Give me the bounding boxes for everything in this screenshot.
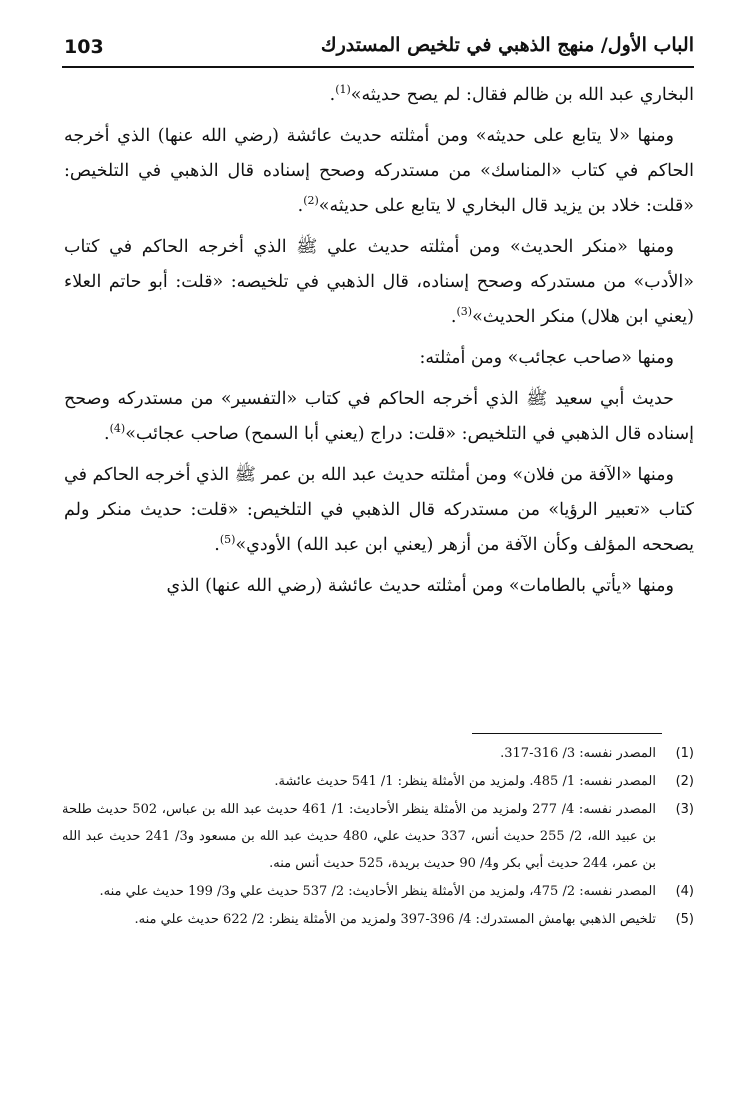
paragraph [64, 458, 694, 563]
main-text [64, 78, 694, 610]
footnote-number: (4) [675, 884, 694, 899]
footnote-ref: (4) [109, 422, 126, 436]
footnote [62, 878, 694, 905]
footnote-separator [472, 733, 662, 734]
footnote-ref: (1) [335, 83, 351, 97]
paragraph [64, 230, 694, 335]
footnote-number: (1) [675, 746, 694, 761]
footnotes [62, 740, 694, 934]
page-header [62, 32, 694, 68]
footnote-number: (5) [675, 912, 694, 927]
paragraph-end: . [104, 424, 110, 444]
paragraph-text: ومنها «الآفة من فلان» ومن أمثلته حديث عبد الله بن عمر ﷺ الذي أخرجه الحاكم في كتاب «تعبير الرؤيا» من مستدركه قال الذهبي في التلخيص: «قلت: حديث منكر ولم يصححه المؤلف وكأن الآفة من أزهر (يعني ابن عبد الله) الأودي» [64, 465, 694, 555]
paragraph-end: . [329, 85, 336, 105]
footnote [62, 768, 694, 795]
running-title: الباب الأول/ منهج الذهبي في تلخيص المستدرك [320, 34, 694, 56]
paragraph [64, 382, 694, 452]
footnote-text: المصدر نفسه: 2/ 475، ولمزيد من الأمثلة ينظر الأحاديث: 2/ 537 حديث علي و3/ 199 حديث علي منه. [99, 884, 656, 899]
paragraph [64, 341, 694, 376]
footnote-ref: (5) [219, 533, 236, 547]
footnote-ref: (3) [456, 305, 473, 319]
paragraph-text: ومنها «منكر الحديث» ومن أمثلته حديث علي ﷺ الذي أخرجه الحاكم في كتاب «الأدب» من مستدركه وصحح إسناده، قال الذهبي في تلخيصه: «قلت: أبو حاتم العلاء (يعني ابن هلال) منكر الحديث» [64, 237, 694, 327]
footnote [62, 906, 694, 933]
paragraph [64, 78, 694, 113]
paragraph [64, 569, 694, 604]
footnote-ref: (2) [303, 194, 319, 208]
paragraph-text: حديث أبي سعيد ﷺ الذي أخرجه الحاكم في كتاب «التفسير» من مستدركه وصحح إسناده قال الذهبي في التلخيص: «قلت: دراج (يعني أبا السمح) صاحب عجائب» [64, 389, 694, 444]
footnote [62, 796, 694, 877]
footnote-number: (3) [675, 802, 694, 817]
footnote-text: المصدر نفسه: 4/ 277 ولمزيد من الأمثلة ينظر الأحاديث: 1/ 461 حديث عبد الله بن عباس، 502 حديث طلحة بن عبيد الله، 2/ 255 حديث أنس، 337 حديث علي، 480 حديث عبد الله بن مسعود و3/ 241 حديث عبد الله بن عمر، 244 حديث أبي بكر و4/ 90 حديث بريدة، 525 حديث أنس منه. [62, 802, 657, 871]
paragraph-text: البخاري عبد الله بن ظالم فقال: لم يصح حديثه» [350, 85, 694, 105]
paragraph-end: . [214, 535, 220, 555]
footnote-text: المصدر نفسه: 3/ 316-317. [500, 746, 656, 761]
paragraph-text: ومنها «صاحب عجائب» ومن أمثلته: [419, 348, 674, 368]
paragraph [64, 119, 694, 224]
footnote-number: (2) [675, 774, 694, 789]
footnote-text: تلخيص الذهبي بهامش المستدرك: 4/ 396-397 ولمزيد من الأمثلة ينظر: 2/ 622 حديث علي منه. [134, 912, 656, 927]
page-number: 103 [64, 36, 104, 58]
paragraph-end: . [297, 196, 304, 216]
paragraph-end: . [450, 307, 457, 327]
paragraph-text: ومنها «يأتي بالطامات» ومن أمثلته حديث عائشة (رضي الله عنها) الذي [166, 576, 674, 596]
footnote [62, 740, 694, 767]
footnote-text: المصدر نفسه: 1/ 485. ولمزيد من الأمثلة ينظر: 1/ 541 حديث عائشة. [274, 774, 656, 789]
paragraph-text: ومنها «لا يتابع على حديثه» ومن أمثلته حديث عائشة (رضي الله عنها) الذي أخرجه الحاكم في كتاب «المناسك» من مستدركه وصحح إسناده قال الذهبي في التلخيص: «قلت: خلاد بن يزيد قال البخاري لا يتابع على حديثه» [64, 126, 694, 216]
